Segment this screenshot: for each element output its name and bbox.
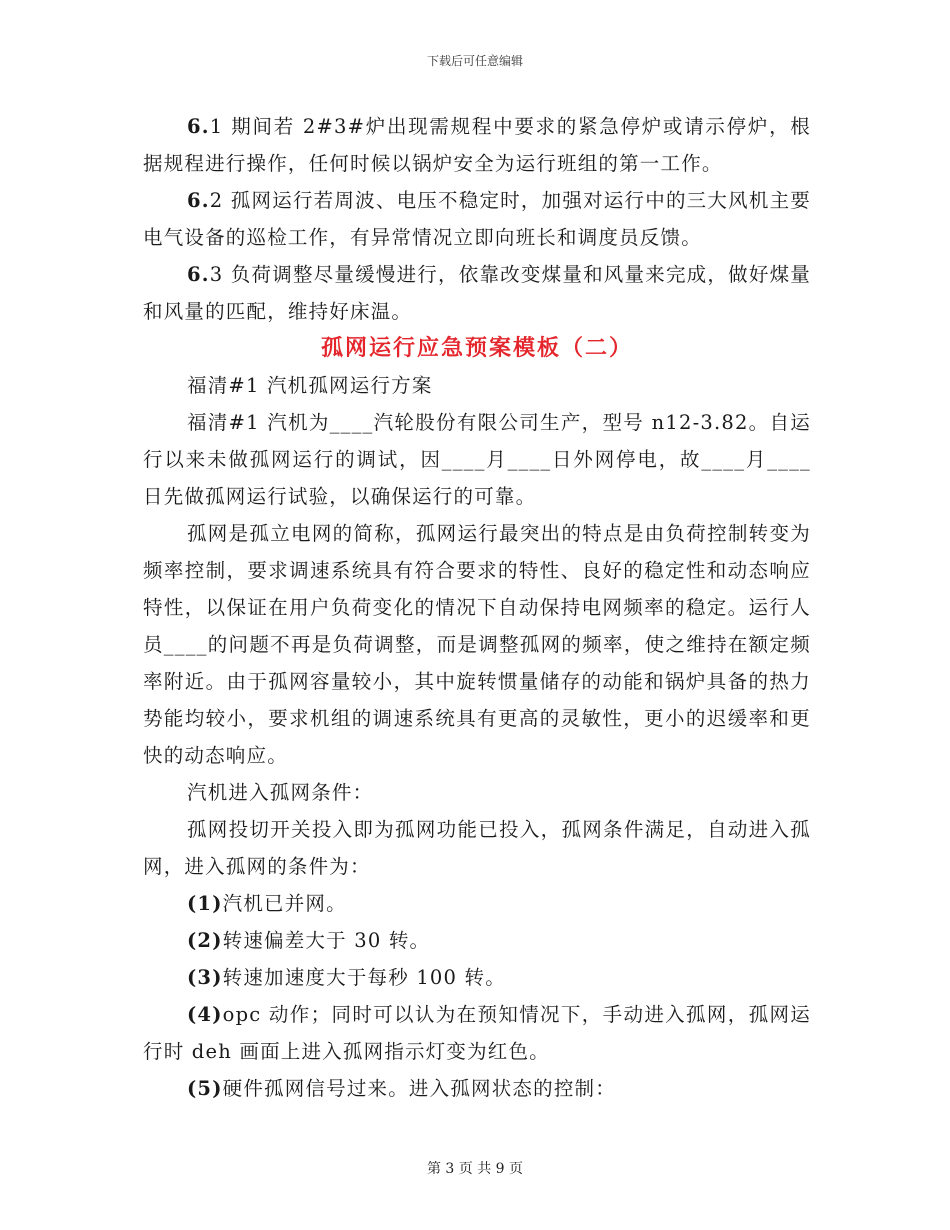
condition-text: opc 动作；同时可以认为在预知情况下，手动进入孤网，孤网运行时 deh 画面上进入孤网指示灯变为红色。 xyxy=(143,1003,811,1063)
condition-text: 转速加速度大于每秒 100 转。 xyxy=(222,966,506,989)
paragraph: 汽机进入孤网条件： xyxy=(187,781,374,804)
paragraph-text: 3 负荷调整尽量缓慢进行，依靠改变煤量和风量来完成，做好煤量和风量的匹配，维持好床温。 xyxy=(143,263,811,323)
condition-number: (4) xyxy=(187,1003,223,1026)
section-number: 6. xyxy=(187,263,210,286)
section-title: 孤网运行应急预案模板（二） xyxy=(320,336,633,361)
section-number: 6. xyxy=(187,115,210,138)
condition-item xyxy=(143,922,811,959)
condition-number: (2) xyxy=(187,929,223,952)
paragraph-6-2 xyxy=(143,182,811,256)
paragraph: 孤网投切开关投入即为孤网功能已投入，孤网条件满足，自动进入孤网，进入孤网的条件为： xyxy=(143,818,811,878)
paragraph-text: 1 期间若 2#3#炉出现需规程中要求的紧急停炉或请示停炉，根据规程进行操作，任何时候以锅炉安全为运行班组的第一工作。 xyxy=(143,115,811,175)
condition-item xyxy=(143,959,811,996)
condition-number: (5) xyxy=(187,1077,223,1100)
paragraph: 福清#1 汽机孤网运行方案 xyxy=(187,374,433,397)
paragraph-6-3 xyxy=(143,256,811,330)
section-number: 6. xyxy=(187,189,210,212)
condition-item xyxy=(143,885,811,922)
condition-text: 汽机已并网。 xyxy=(222,892,347,915)
paragraph-6-1 xyxy=(143,108,811,182)
condition-number: (3) xyxy=(187,966,223,989)
condition-text: 硬件孤网信号过来。进入孤网状态的控制： xyxy=(222,1077,616,1100)
paragraph-text: 2 孤网运行若周波、电压不稳定时，加强对运行中的三大风机主要电气设备的巡检工作，有异常情况立即向班长和调度员反馈。 xyxy=(143,189,811,249)
paragraph: 孤网是孤立电网的简称，孤网运行最突出的特点是由负荷控制转变为频率控制，要求调速系统具有符合要求的特性、良好的稳定性和动态响应特性，以保证在用户负荷变化的情况下自动保持电网频率的稳定。运行人员____的问题不再是负荷调整，而是调整孤网的频率，使之维持在额定频率附近。由于孤网容量较小，其中旋转惯量储存的动能和锅炉具备的热力势能均较小，要求机组的调速系统具有更高的灵敏性，更小的迟缓率和更快的动态响应。 xyxy=(143,522,811,767)
condition-item xyxy=(143,1070,811,1107)
document-body xyxy=(143,108,811,1107)
condition-number: (1) xyxy=(187,892,223,915)
condition-text: 转速偏差大于 30 转。 xyxy=(222,929,431,952)
condition-item xyxy=(143,996,811,1070)
page-header: 下载后可任意编辑 xyxy=(426,54,523,68)
page-footer: 第 3 页 共 9 页 xyxy=(426,1161,524,1177)
paragraph: 福清#1 汽机为____汽轮股份有限公司生产，型号 n12-3.82。自运行以来未做孤网运行的调试，因____月____日外网停电，故____月____日先做孤网运行试验，以确保运行的可靠。 xyxy=(143,411,811,508)
